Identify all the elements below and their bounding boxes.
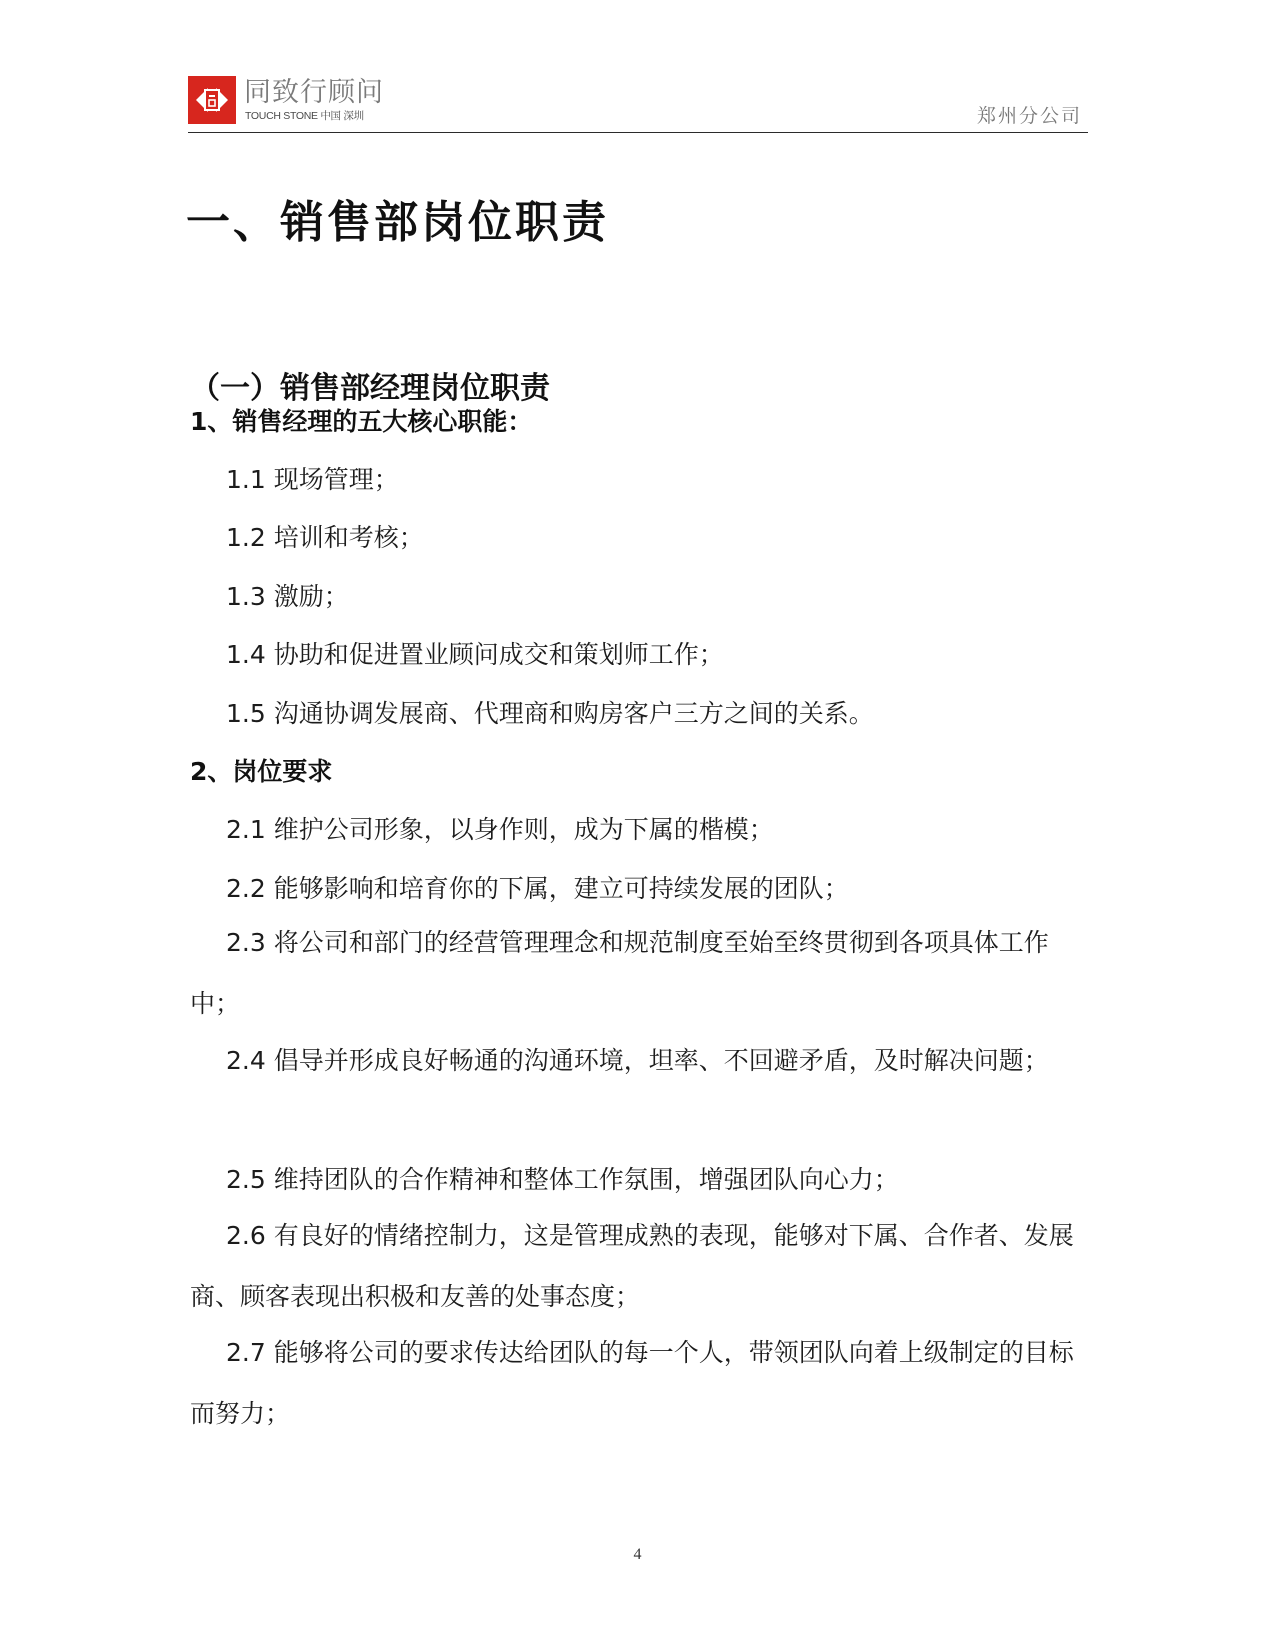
requirement-item: 2.6 有良好的情绪控制力，这是管理成熟的表现，能够对下属、合作者、发展商、顾客表现出积极和友善的处事态度； (190, 1221, 1074, 1311)
requirement-item: 2.3 将公司和部门的经营管理理念和规范制度至始至终贯彻到各项具体工作中； (190, 928, 1049, 1018)
branch-name: 郑州分公司 (976, 105, 1082, 127)
company-logo-name: 同致行顾问 (244, 77, 384, 108)
requirement-item: 2.7 能够将公司的要求传达给团队的每一个人，带领团队向着上级制定的目标而努力； (190, 1338, 1074, 1428)
core-function-item: 1.3 激励； (226, 582, 349, 611)
company-logo-tagline: TOUCH STONE 中国 深圳 (245, 110, 364, 122)
requirement-item: 2.5 维持团队的合作精神和整体工作氛围，增强团队向心力； (226, 1165, 899, 1194)
core-function-item: 1.5 沟通协调发展商、代理商和购房客户三方之间的关系。 (226, 699, 874, 728)
core-function-item: 1.4 协助和促进置业顾问成交和策划师工作； (226, 640, 724, 669)
section-title: （一）销售部经理岗位职责 (190, 371, 550, 406)
requirement-item: 2.4 倡导并形成良好畅通的沟通环境，坦率、不回避矛盾，及时解决问题； (226, 1046, 1049, 1075)
job-requirements-heading: 2、岗位要求 (190, 757, 333, 786)
core-functions-heading: 1、销售经理的五大核心职能： (190, 407, 533, 436)
core-function-item: 1.2 培训和考核； (226, 523, 424, 552)
requirement-item: 2.1 维护公司形象，以身作则，成为下属的楷模； (226, 815, 774, 844)
company-logo-icon (188, 76, 236, 124)
requirement-item: 2.2 能够影响和培育你的下属，建立可持续发展的团队； (226, 874, 849, 903)
document-title: 一、销售部岗位职责 (186, 197, 609, 248)
page-number: 4 (633, 1546, 642, 1563)
page-header (188, 68, 1088, 133)
core-function-item: 1.1 现场管理； (226, 465, 399, 494)
